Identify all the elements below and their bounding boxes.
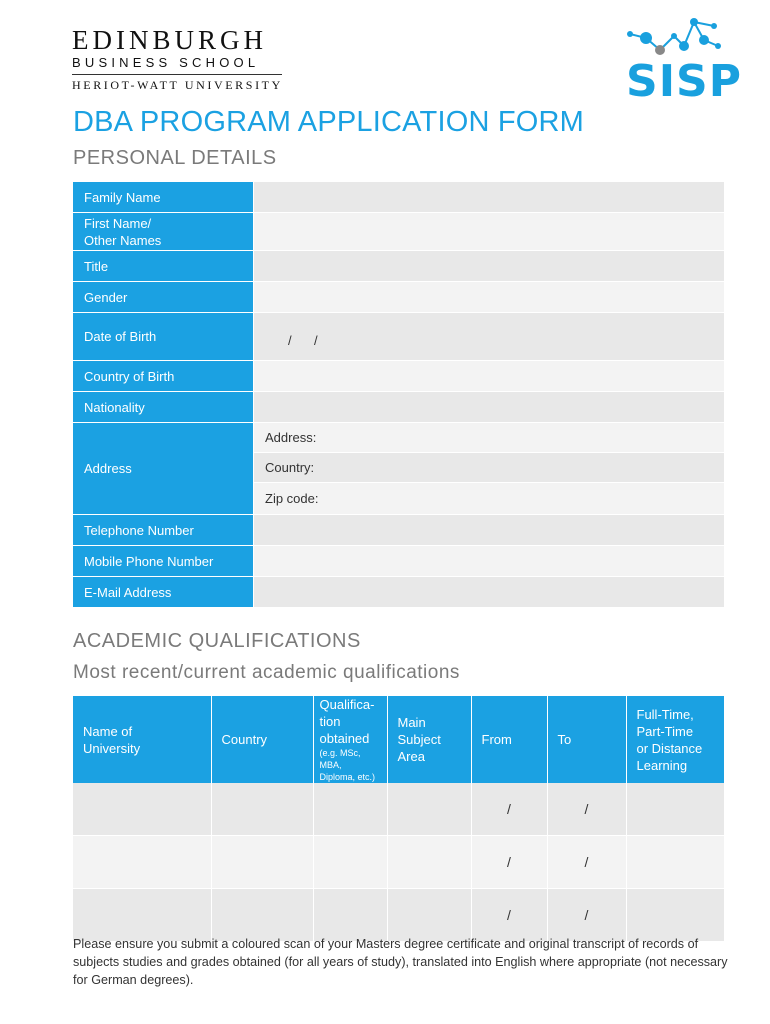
cell-university[interactable] <box>73 889 211 942</box>
col-header-mode-line3: or Distance <box>636 740 703 756</box>
col-header-qual-note1: (e.g. MSc, MBA, <box>319 748 361 770</box>
footer-note: Please ensure you submit a coloured scan of your Masters degree certificate and original transcript of records of subjects studies and grades obtained (for all years of study), translated into English where appropriate (not necessary for German degrees). <box>73 937 728 987</box>
label-first-name <box>73 213 253 251</box>
col-header-subject-line1: Main <box>397 715 426 730</box>
address-group <box>254 423 724 515</box>
col-header-mode-line4: Learning <box>636 757 688 773</box>
cell-country[interactable] <box>211 783 313 836</box>
col-header-mode-line2: Part-Time <box>636 723 694 739</box>
sisp-logo <box>622 16 742 107</box>
edinburgh-business-school-logo <box>72 26 286 93</box>
personal-details-table <box>73 182 724 608</box>
col-header-university-line2: University <box>83 740 141 756</box>
input-telephone[interactable] <box>254 515 724 546</box>
col-header-subject-line2: Subject <box>397 732 441 747</box>
label-first-name-line1: First Name/ <box>84 215 152 231</box>
row-family-name <box>73 182 724 213</box>
cell-qualification[interactable] <box>313 836 387 889</box>
label-country-of-birth: Country of Birth <box>73 361 253 392</box>
dob-separators <box>288 333 340 348</box>
cell-study-mode[interactable] <box>626 783 724 836</box>
table-row <box>73 836 724 889</box>
cell-qualification[interactable] <box>313 783 387 836</box>
cell-to[interactable]: / <box>547 889 626 942</box>
input-address-country[interactable] <box>254 453 724 483</box>
label-email: E-Mail Address <box>73 577 253 608</box>
label-date-of-birth: Date of Birth <box>73 313 253 361</box>
label-family-name: Family Name <box>73 182 253 213</box>
cell-from[interactable]: / <box>471 783 547 836</box>
cell-to[interactable]: / <box>547 783 626 836</box>
col-header-university-line1: Name of <box>83 723 133 739</box>
row-telephone <box>73 515 724 546</box>
cell-from[interactable]: / <box>471 836 547 889</box>
cell-country[interactable] <box>211 836 313 889</box>
col-header-from: From <box>471 696 547 783</box>
table-row <box>73 889 724 942</box>
label-nationality: Nationality <box>73 392 253 423</box>
label-first-name-line2: Other Names <box>84 232 162 248</box>
ebs-logo-line3: HERIOT-WATT UNIVERSITY <box>72 78 283 92</box>
input-nationality[interactable] <box>254 392 724 423</box>
label-address: Address <box>73 423 253 515</box>
col-header-subject-line3: Area <box>397 749 425 764</box>
label-telephone: Telephone Number <box>73 515 253 546</box>
row-address <box>73 423 724 515</box>
input-first-name[interactable] <box>254 213 724 251</box>
ebs-logo-line1: EDINBURGH <box>72 25 267 55</box>
col-header-qualification <box>313 696 387 783</box>
col-header-qual-note2: Diploma, etc.) <box>319 772 376 782</box>
label-title: Title <box>73 251 253 282</box>
row-email <box>73 577 724 608</box>
input-gender[interactable] <box>254 282 724 313</box>
academic-qualifications-heading: ACADEMIC QUALIFICATIONS <box>73 630 361 652</box>
col-header-country: Country <box>211 696 313 783</box>
row-country-of-birth <box>73 361 724 392</box>
cell-country[interactable] <box>211 889 313 942</box>
table-header-row <box>73 696 724 783</box>
col-header-qual-line2: tion <box>319 714 341 729</box>
input-email[interactable] <box>254 577 724 608</box>
label-mobile: Mobile Phone Number <box>73 546 253 577</box>
dob-separator-2: / <box>314 333 318 348</box>
row-title <box>73 251 724 282</box>
input-date-of-birth[interactable] <box>254 313 724 361</box>
input-country-of-birth[interactable] <box>254 361 724 392</box>
cell-university[interactable] <box>73 783 211 836</box>
table-row <box>73 783 724 836</box>
cell-subject[interactable] <box>387 889 471 942</box>
personal-details-heading: PERSONAL DETAILS <box>73 147 277 169</box>
cell-subject[interactable] <box>387 836 471 889</box>
label-gender: Gender <box>73 282 253 313</box>
row-nationality <box>73 392 724 423</box>
cell-subject[interactable] <box>387 783 471 836</box>
input-title[interactable] <box>254 251 724 282</box>
input-address-zip[interactable] <box>254 483 724 515</box>
col-header-qual-line1: Qualifica- <box>319 697 375 712</box>
cell-study-mode[interactable] <box>626 889 724 942</box>
cell-to[interactable]: / <box>547 836 626 889</box>
page-title: DBA PROGRAM APPLICATION FORM <box>73 106 585 138</box>
col-header-study-mode <box>626 696 724 783</box>
input-address-line[interactable] <box>254 423 724 453</box>
academic-qualifications-subheading: Most recent/current academic qualifications <box>73 662 460 683</box>
row-gender <box>73 282 724 313</box>
col-header-subject <box>387 696 471 783</box>
input-mobile[interactable] <box>254 546 724 577</box>
col-header-to: To <box>547 696 626 783</box>
cell-qualification[interactable] <box>313 889 387 942</box>
ebs-logo-line2: BUSINESS SCHOOL <box>72 55 260 70</box>
input-family-name[interactable] <box>254 182 724 213</box>
col-header-qual-line3: obtained <box>319 731 370 746</box>
sisp-logo-text: SISP <box>626 56 742 107</box>
cell-university[interactable] <box>73 836 211 889</box>
row-date-of-birth <box>73 313 724 361</box>
ebs-logo-divider <box>72 74 282 75</box>
cell-study-mode[interactable] <box>626 836 724 889</box>
col-header-mode-line1: Full-Time, <box>636 706 694 722</box>
row-mobile <box>73 546 724 577</box>
col-header-university <box>73 696 211 783</box>
address-line-label: Address: <box>265 430 317 445</box>
dob-separator-1: / <box>288 333 292 348</box>
academic-qualifications-table <box>73 696 724 942</box>
address-zip-label: Zip code: <box>265 491 319 506</box>
address-country-label: Country: <box>265 460 315 475</box>
cell-from[interactable]: / <box>471 889 547 942</box>
row-first-name <box>73 213 724 251</box>
